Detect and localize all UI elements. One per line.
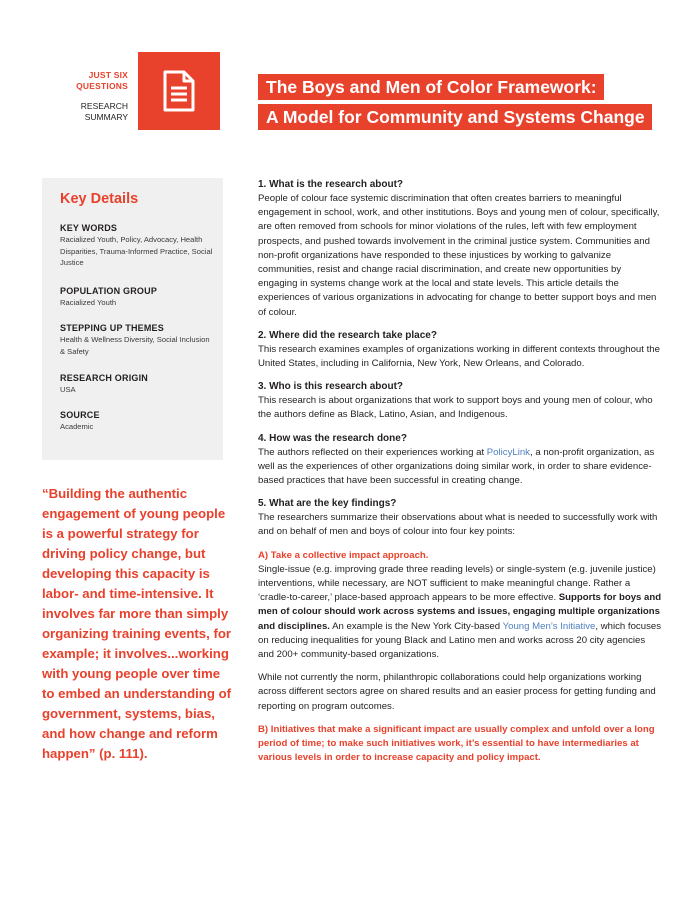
finding-a-text: Single-issue (e.g. improving grade three reading levels) or single-system (e.g. juvenile justice) interventions, while necessary, are NOT sufficient to make meaningful change. Rather a ‘cradle-to-career,’ place-based approach appears to be more effective. xyxy=(258,563,656,604)
question-4-text-after: , a non-profit organization, as well as the experiences of other organizations doing similar work, in order to share evidence-based practices that have been successful in creating change. xyxy=(258,446,655,487)
stepping-up-themes-label: STEPPING UP THEMES xyxy=(60,323,164,333)
key-details-panel xyxy=(42,178,223,460)
population-group-value: Racialized Youth xyxy=(60,298,117,307)
finding-a-paragraph-2: While not currently the norm, philanthropic collaborations could help organizations working across different sectors agree on shared results and an easier process for getting funding and reporting on program outcomes. xyxy=(258,672,656,712)
document-icon xyxy=(162,70,196,112)
finding-a-bold-text: Supports for boys and men of colour should work across systems and issues, engaging multiple organizations and disciplines. xyxy=(258,592,662,632)
key-words-section xyxy=(60,223,220,269)
question-5-intro: The researchers summarize their observations about what is needed to successfully work with and on behalf of men and boys of colour into four key points: xyxy=(258,512,658,538)
finding-b-text: B) Initiatives that make a significant impact are usually complex and unfold over a long period of time; to make such initiatives work, it’s essential to have intermediaries at various levels in order to increase capacity and policy impact. xyxy=(258,723,655,764)
key-words-value: Racialized Youth, Policy, Advocacy, Health Disparities, Trauma-Informed Practice, Social Justice xyxy=(60,235,213,267)
source-value: Academic xyxy=(60,422,94,431)
question-5-heading: 5. What are the key findings? xyxy=(258,498,397,510)
policylink-link[interactable]: PolicyLink xyxy=(486,446,530,458)
young-mens-initiative-link[interactable]: Young Men’s Initiative xyxy=(502,620,596,632)
title-line-2: A Model for Community and Systems Change xyxy=(258,104,652,130)
finding-a-example-before: An example is the New York City-based xyxy=(329,620,503,632)
finding-a-example-after: , which focuses on reducing inequalities for young Black and Latino men and works across 20 city agencies and 200+ community-based organizations. xyxy=(258,620,661,661)
finding-a-heading: A) Take a collective impact approach. xyxy=(258,549,429,561)
question-1-heading: 1. What is the research about? xyxy=(258,179,404,190)
population-group-section xyxy=(60,286,220,309)
source-label: SOURCE xyxy=(60,410,100,420)
series-label: JUST SIX QUESTIONS xyxy=(76,70,128,91)
stepping-up-themes-value: Health & Wellness Diversity, Social Inclusion & Safety xyxy=(60,335,210,356)
document-badge xyxy=(138,52,220,130)
source-section xyxy=(60,410,220,433)
population-group-label: POPULATION GROUP xyxy=(60,286,158,296)
key-words-label: KEY WORDS xyxy=(60,223,118,233)
research-origin-value: USA xyxy=(60,385,76,394)
question-3-heading: 3. Who is this research about? xyxy=(258,381,404,393)
question-1-answer: People of colour face systemic discrimination that often creates barriers to meaningful engagement in school, work, and other institutions. Boys and young men of colour, specifically, are often removed from schools for minor violations of the rules, left with few employment prospects, and pushed towards involvement in the criminal justice system. Communities and non-profit organizations have responded to these injustices by working to galvanize communities, resist and change racial discrimination, and create new opportunities by engaging in systems change work at the local and state levels. This article details the experiences of various organizations in advocating for change to better support boys and men of colour. xyxy=(258,193,660,318)
brand-label xyxy=(40,70,128,123)
research-origin-label: RESEARCH ORIGIN xyxy=(60,373,149,383)
question-2-answer: This research examines examples of organizations working in different contexts throughout the United States, including in California, New York, New Orleans, and Colorado. xyxy=(258,343,660,370)
question-2-heading: 2. Where did the research take place? xyxy=(258,329,437,341)
key-details-heading: Key Details xyxy=(60,191,139,207)
stepping-up-themes-section xyxy=(60,323,220,357)
pull-quote: “Building the authentic engagement of young people is a powerful strategy for driving policy change, but developing this capacity is labor- and time-intensive. It involves far more than simply organizing training events, for example; it involves...working with young people over time to embed an understanding of government, systems, bias, and how change and reform happen” (p. 111). xyxy=(42,486,232,761)
finding-a-body xyxy=(258,563,663,662)
question-3-answer: This research is about organizations that work to support boys and young men of colour, who the authors define as Black, Latino, Asian, and Indigenous. xyxy=(258,395,653,421)
research-origin-section xyxy=(60,373,220,396)
page-title xyxy=(258,74,652,130)
question-4-answer xyxy=(258,446,663,489)
question-4-heading: 4. How was the research done? xyxy=(258,432,407,444)
document-type-label: RESEARCH SUMMARY xyxy=(80,101,128,122)
main-content xyxy=(258,178,663,766)
title-line-1: The Boys and Men of Color Framework: xyxy=(258,74,604,100)
question-4-text-before: The authors reflected on their experiences working at xyxy=(258,446,487,458)
